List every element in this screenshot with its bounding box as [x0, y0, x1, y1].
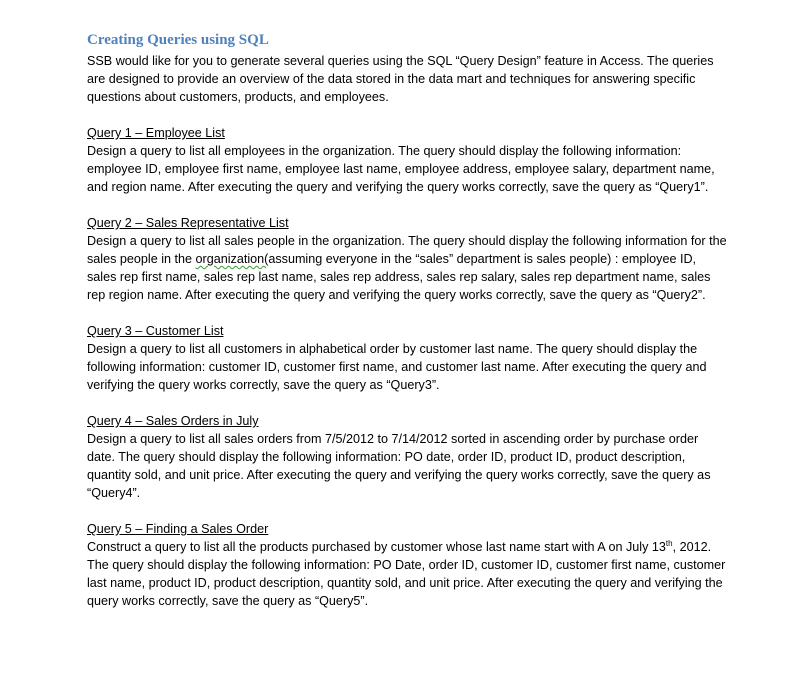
query-3-body: Design a query to list all customers in alphabetical order by customer last name. The query should display the following information: customer ID, customer first name, and customer last name. After executing the query and verifying the query works correctly, save the query as “Query3”.: [87, 342, 707, 392]
document-page: [87, 31, 727, 610]
query-2-heading: Query 2 – Sales Representative List: [87, 216, 289, 230]
query-4-heading: Query 4 – Sales Orders in July: [87, 414, 259, 428]
ordinal-suffix: th: [665, 538, 673, 548]
query-5-heading: Query 5 – Finding a Sales Order: [87, 522, 269, 536]
query-3-heading: Query 3 – Customer List: [87, 324, 224, 338]
query-2-body-start: Design a query to list all sales people in the organization. The query should display the following information for the sales people in the: [87, 234, 727, 266]
query-2-section: [87, 214, 727, 304]
query-1-section: [87, 124, 727, 196]
query-4-body: Design a query to list all sales orders from 7/5/2012 to 7/14/2012 sorted in ascending order by purchase order date. The query should display the following information: PO date, order ID, product ID, product description, quantity sold, and unit price. After executing the query and verifying the query works correctly, save the query as “Query4”.: [87, 432, 711, 500]
query-4-section: [87, 412, 727, 502]
query-5-body: [87, 538, 727, 610]
grammar-flagged-word: organization(: [195, 252, 269, 266]
query-1-heading: Query 1 – Employee List: [87, 126, 225, 140]
query-5-body-start: Construct a query to list all the products purchased by customer whose last name start with A on July 13: [87, 540, 666, 554]
query-2-body: [87, 232, 727, 304]
query-3-section: [87, 322, 727, 394]
query-5-body-end: , 2012. The query should display the following information: PO Date, order ID, customer ID, customer first name, customer last name, product ID, product description, quantity sold, and unit price. After executing the query and verifying the query works correctly, save the query as “Query5”.: [87, 540, 726, 608]
query-2-body-end: assuming everyone in the “sales” department is sales people) : employee ID, sales rep first name, sales rep last name, sales rep address, sales rep salary, sales rep department name, sales rep region name. After executing the query and verifying the query works correctly, save the query as “Query2”.: [87, 252, 711, 302]
query-1-body: Design a query to list all employees in the organization. The query should display the following information: employee ID, employee first name, employee last name, employee address, employee salary, department name, and region name. After executing the query and verifying the query works correctly, save the query as “Query1”.: [87, 144, 715, 194]
intro-paragraph: SSB would like for you to generate several queries using the SQL “Query Design” feature in Access. The queries are designed to provide an overview of the data stored in the data mart and techniques for answering specific questions about customers, products, and employees.: [87, 54, 714, 104]
query-5-section: [87, 520, 727, 610]
document-title: Creating Queries using SQL: [87, 32, 269, 48]
